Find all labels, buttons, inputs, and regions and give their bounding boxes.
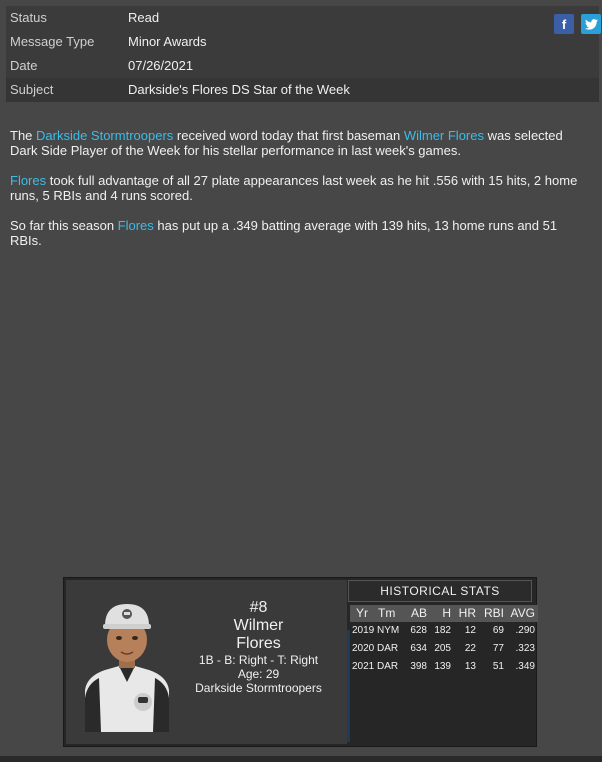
player-age: Age: 29 <box>237 667 280 681</box>
subject-row <box>6 78 599 102</box>
subject-value: Darkside's Flores DS Star of the Week <box>128 82 350 97</box>
cell-rbi: 69 <box>492 625 504 636</box>
team-link[interactable]: Darkside Stormtroopers <box>36 128 174 143</box>
player-link[interactable]: Wilmer Flores <box>403 128 484 143</box>
text: took full advantage of all 27 plate appearances last week as he hit .556 with 15 hits, 2 home runs, 5 RBIs and 4 runs scored. <box>10 173 578 203</box>
date-row <box>6 54 599 78</box>
historical-stats-title: HISTORICAL STATS <box>348 580 532 602</box>
cell-yr: 2020 <box>352 643 375 654</box>
col-tm[interactable]: Tm <box>378 606 396 620</box>
col-hr[interactable]: HR <box>458 606 476 620</box>
status-value: Read <box>128 10 160 25</box>
subject-label: Subject <box>10 82 54 97</box>
date-label: Date <box>10 58 38 73</box>
historical-stats-table <box>350 605 538 676</box>
cell-hr: 22 <box>464 643 476 654</box>
cell-yr: 2021 <box>352 661 375 672</box>
text: The <box>10 128 37 143</box>
message-type-label: Message Type <box>10 34 95 49</box>
player-details <box>176 598 341 695</box>
cell-tm: DAR <box>377 661 399 672</box>
cell-tm: DAR <box>377 643 399 654</box>
col-h[interactable]: H <box>442 606 451 620</box>
text: has put up a .349 batting average with 139 hits, 13 home runs and 51 RBIs. <box>10 218 558 248</box>
message-type-value: Minor Awards <box>128 34 207 49</box>
stats-header-row <box>350 605 538 622</box>
text: was selected Dark Side Player of the Week for his stellar performance in last week's games. <box>10 128 563 158</box>
player-photo[interactable] <box>81 598 173 732</box>
cell-ab: 398 <box>410 661 427 672</box>
stats-row <box>350 640 538 658</box>
stats-row <box>350 658 538 676</box>
player-first-name[interactable]: Wilmer <box>233 617 284 634</box>
player-link[interactable]: Flores <box>117 218 154 233</box>
stats-row <box>350 622 538 640</box>
cell-ab: 628 <box>410 625 427 636</box>
cell-hr: 13 <box>464 661 476 672</box>
message-body <box>10 128 590 263</box>
cell-avg: .349 <box>515 661 535 672</box>
status-label: Status <box>10 10 47 25</box>
facebook-share-icon[interactable]: f <box>554 14 574 34</box>
cell-ab: 634 <box>410 643 427 654</box>
cell-tm: NYM <box>377 625 400 636</box>
bottom-bar <box>0 756 602 762</box>
player-card <box>63 577 537 747</box>
cell-rbi: 51 <box>492 661 504 672</box>
paragraph-3 <box>10 218 590 248</box>
cell-hr: 12 <box>464 625 476 636</box>
date-value: 07/26/2021 <box>128 58 194 73</box>
col-rbi[interactable]: RBI <box>483 606 504 620</box>
cell-rbi: 77 <box>492 643 504 654</box>
player-position-bats-throws: 1B - B: Right - T: Right <box>198 653 319 667</box>
text: So far this season <box>10 218 118 233</box>
col-avg[interactable]: AVG <box>510 606 535 620</box>
cell-h: 182 <box>434 625 451 636</box>
col-ab[interactable]: AB <box>410 606 427 620</box>
twitter-bird-icon <box>585 19 598 30</box>
player-team[interactable]: Darkside Stormtroopers <box>195 681 322 695</box>
cell-yr: 2019 <box>352 625 375 636</box>
status-row <box>6 6 599 30</box>
cell-avg: .323 <box>515 643 535 654</box>
paragraph-1 <box>10 128 590 158</box>
player-number: #8 <box>249 599 268 616</box>
paragraph-2 <box>10 173 590 203</box>
cell-h: 205 <box>434 643 451 654</box>
text: received word today that first baseman <box>173 128 404 143</box>
message-type-row <box>6 30 599 54</box>
player-link[interactable]: Flores <box>10 173 47 188</box>
player-info-panel <box>66 580 347 744</box>
cell-avg: .290 <box>515 625 535 636</box>
col-yr[interactable]: Yr <box>356 606 368 620</box>
message-header <box>6 6 599 102</box>
twitter-share-icon[interactable] <box>581 14 601 34</box>
player-last-name[interactable]: Flores <box>236 635 281 652</box>
cell-h: 139 <box>434 661 451 672</box>
